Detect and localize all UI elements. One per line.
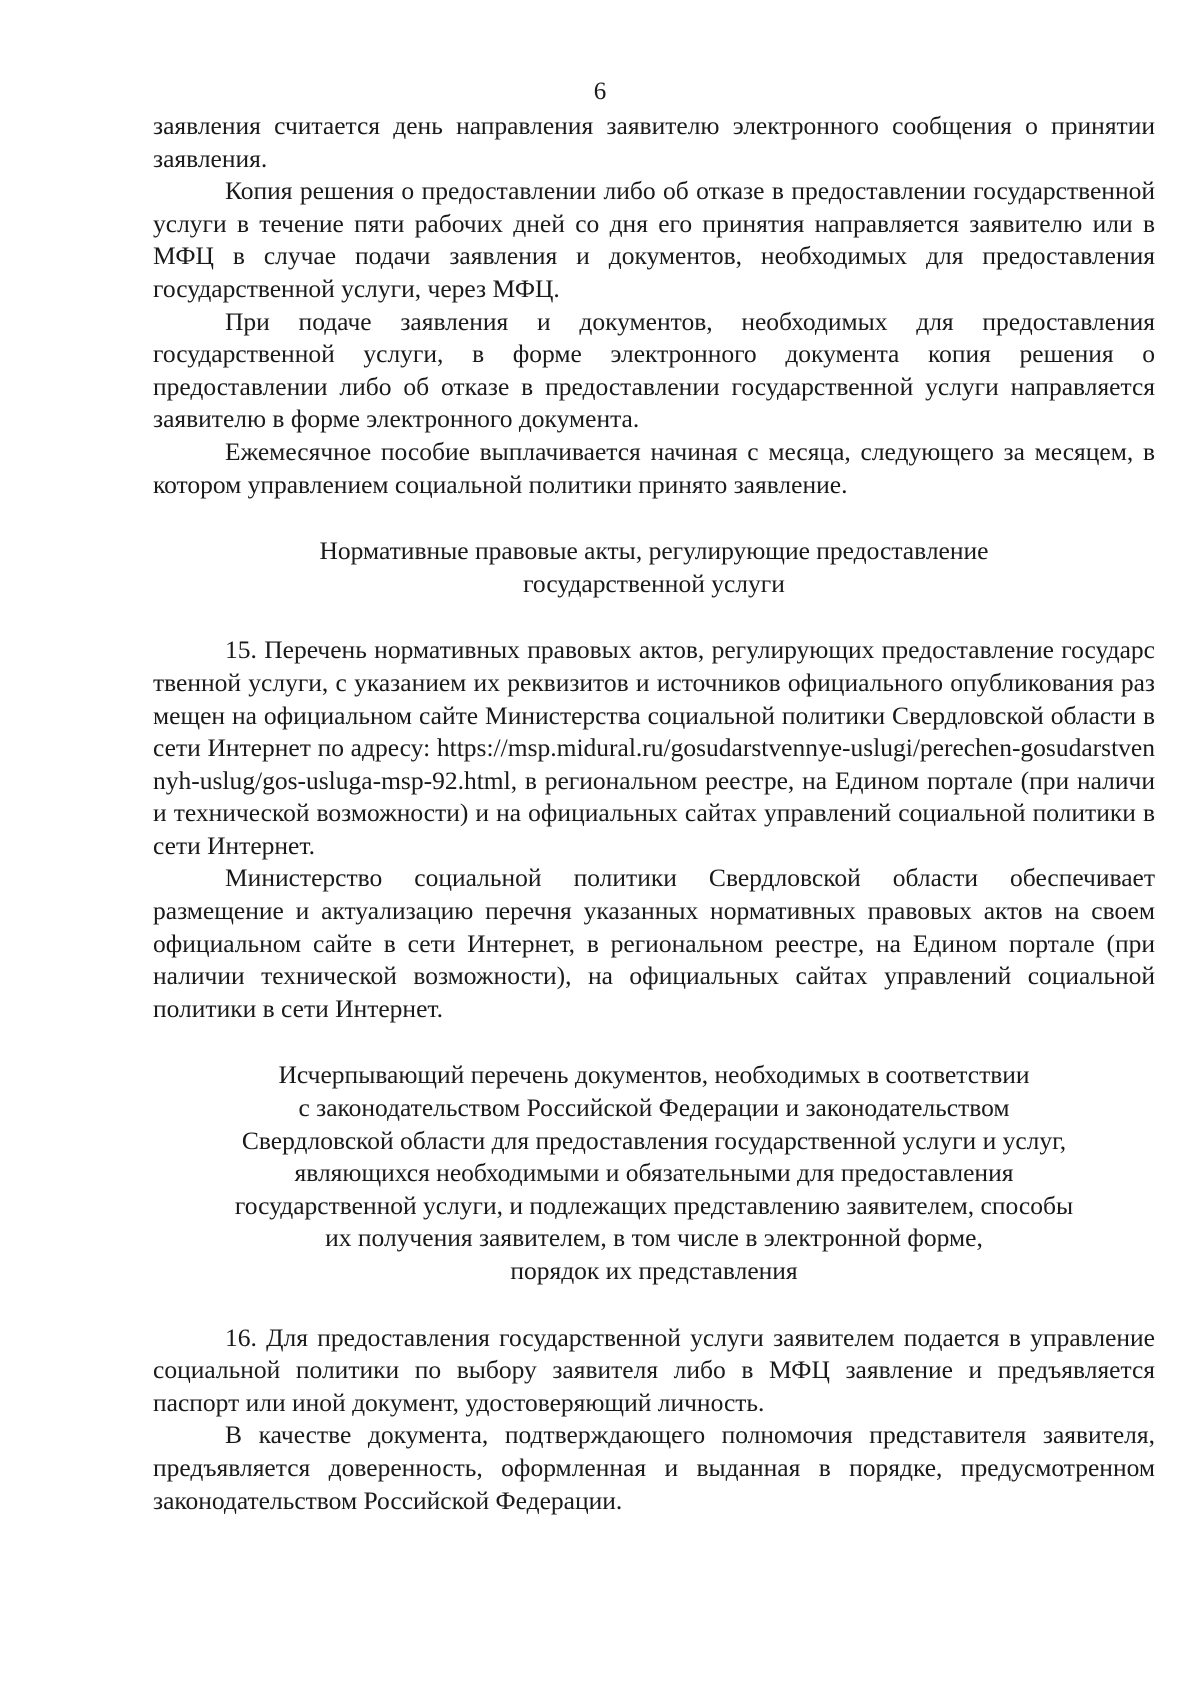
paragraph-monthly-allowance: Ежемесячное пособие выплачивается начиная с месяца, следующего за месяцем, в котором управлением социальной политики принято заявление. xyxy=(153,436,1155,499)
heading-line: государственной услуги xyxy=(523,568,785,598)
heading-line: являющихся необходимыми и обязательными для предоставления xyxy=(294,1158,1014,1188)
paragraph-item-15: 15. Перечень нормативных правовых актов, регулирующих предоставление государственной услуги, с указанием их реквизитов и источников официального опубликования размещен на официальном сайте Министерства социальной политики Свердловской области в сети Интернет по адресу: https://msp.midural.ru/gosudarstvennye-uslugi/perechen-gosudarstvennyh-uslug/gos-usluga-msp-92.html, в региональном реестре, на Едином портале (при наличии технической возможности) и на официальных сайтах управлений социальной политики в сети Интернет. xyxy=(153,635,1155,860)
spacer xyxy=(153,501,1155,535)
page-number: 6 xyxy=(593,78,607,105)
paragraph-continuation: заявления считается день направления заявителю электронного сообщения о принятии заявления. xyxy=(153,111,1155,173)
paragraph-electronic-document: При подаче заявления и документов, необходимых для предоставления государственной услуги, в форме электронного документа копия решения о предоставлении либо об отказе в предоставлении государственной услуги направляется заявителю в форме электронного документа. xyxy=(153,306,1155,434)
section-heading-normative-acts xyxy=(153,535,1155,600)
paragraph-copy-of-decision: Копия решения о предоставлении либо об отказе в предоставлении государственной услуги в течение пяти рабочих дней со дня его принятия направляется заявителю или в МФЦ в случае подачи заявления и документов, необходимых для предоставления государственной услуги, через МФЦ. xyxy=(153,176,1155,303)
heading-line: порядок их представления xyxy=(510,1256,798,1285)
spacer xyxy=(153,1025,1155,1059)
heading-line: их получения заявителем, в том числе в электронной форме, xyxy=(325,1223,983,1253)
heading-line: Свердловской области для предоставления государственной услуги и услуг, xyxy=(241,1125,1067,1155)
spacer xyxy=(153,1288,1155,1322)
heading-line: Нормативные правовые акты, регулирующие предоставление xyxy=(319,536,989,566)
paragraph-ministry-provides: Министерство социальной политики Свердловской области обеспечивает размещение и актуализацию перечня указанных нормативных правовых актов на своем официальном сайте в сети Интернет, в региональном реестре, на Едином портале (при наличии технической возможности), на официальных сайтах управлений социальной политики в сети Интернет. xyxy=(153,863,1155,1023)
paragraph-item-16: 16. Для предоставления государственной услуги заявителем подается в управление социальной политики по выбору заявителя либо в МФЦ заявление и предъявляется паспорт или иной документ, удостоверяющий личность. xyxy=(153,1322,1155,1417)
spacer xyxy=(153,600,1155,634)
heading-line: с законодательством Российской Федерации и законодательством xyxy=(298,1093,1010,1123)
paragraph-power-of-attorney: В качестве документа, подтверждающего полномочия представителя заявителя, предъявляется доверенность, оформленная и выданная в порядке, предусмотренном законодательством Российской Федерации. xyxy=(153,1420,1155,1515)
heading-line: государственной услуги, и подлежащих представлению заявителем, способы xyxy=(234,1190,1074,1220)
section-heading-documents-list xyxy=(153,1059,1155,1287)
heading-line: Исчерпывающий перечень документов, необходимых в соответствии xyxy=(278,1060,1030,1090)
document-body xyxy=(153,110,1155,1517)
